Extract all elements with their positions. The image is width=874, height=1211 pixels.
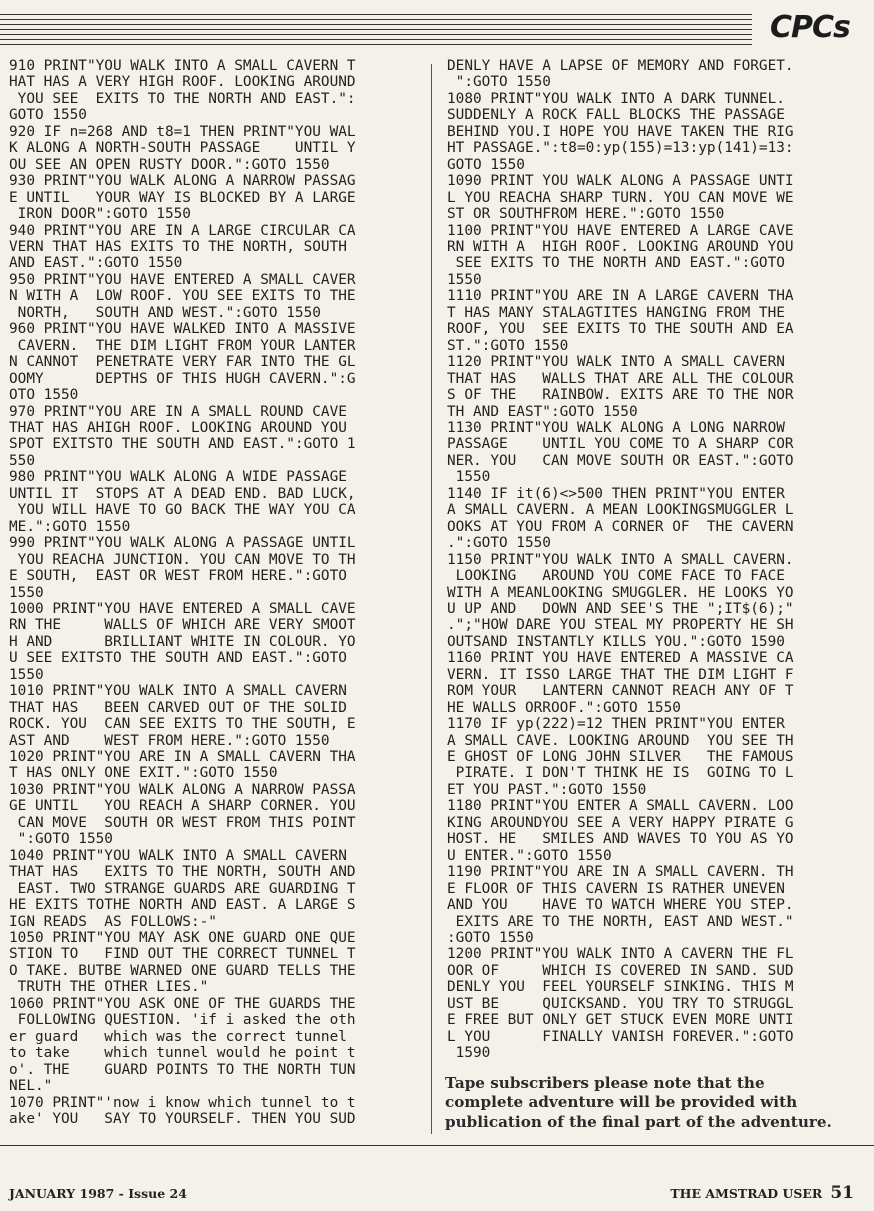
- listing-line: TH AND EAST":GOTO 1550: [447, 403, 638, 420]
- listing-line: UST BE QUICKSAND. YOU TRY TO STRUGGL: [447, 995, 794, 1012]
- listing-line: 1140 IF it(6)<>500 THEN PRINT"YOU ENTER: [447, 485, 785, 502]
- listing-line: 1550: [9, 666, 44, 683]
- listing-line: 1170 IF yp(222)=12 THEN PRINT"YOU ENTER: [447, 716, 785, 733]
- listing-line: TRUTH THE OTHER LIES.": [9, 979, 209, 996]
- listing-line: ET YOU PAST.":GOTO 1550: [447, 781, 647, 798]
- listing-line: N WITH A LOW ROOF. YOU SEE EXITS TO THE: [9, 288, 356, 305]
- listing-line: 1550: [9, 584, 44, 601]
- listing-line: to take which tunnel would he point t: [9, 1045, 356, 1062]
- listing-line: 1550: [447, 469, 491, 486]
- listing-line: .";"HOW DARE YOU STEAL MY PROPERTY HE SH: [447, 617, 794, 634]
- listing-line: ST OR SOUTHFROM HERE.":GOTO 1550: [447, 206, 725, 223]
- listing-line: E GHOST OF LONG JOHN SILVER THE FAMOUS: [447, 749, 794, 766]
- listing-line: OOKS AT YOU FROM A CORNER OF THE CAVERN: [447, 518, 794, 535]
- page-number: 51: [830, 1183, 854, 1203]
- listing-line: 550: [9, 452, 35, 469]
- listing-line: 990 PRINT"YOU WALK ALONG A PASSAGE UNTIL: [9, 535, 356, 552]
- listing-line: 1050 PRINT"YOU MAY ASK ONE GUARD ONE QUE: [9, 930, 356, 947]
- listing-line: WITH A MEANLOOKING SMUGGLER. HE LOOKS YO: [447, 584, 794, 601]
- listing-left-column: [9, 58, 422, 1127]
- listing-line: 1040 PRINT"YOU WALK INTO A SMALL CAVERN: [9, 847, 347, 864]
- listing-line: PASSAGE UNTIL YOU COME TO A SHARP COR: [447, 436, 794, 453]
- listing-line: 970 PRINT"YOU ARE IN A SMALL ROUND CAVE: [9, 403, 347, 420]
- listing-line: EXITS ARE TO THE NORTH, EAST AND WEST.": [447, 913, 794, 930]
- listing-line: AST AND WEST FROM HERE.":GOTO 1550: [9, 732, 330, 749]
- listing-line: ":GOTO 1550: [447, 74, 551, 91]
- listing-line: FOLLOWING QUESTION. 'if i asked the oth: [9, 1012, 356, 1029]
- listing-line: 1110 PRINT"YOU ARE IN A LARGE CAVERN THA: [447, 288, 794, 305]
- listing-line: 1010 PRINT"YOU WALK INTO A SMALL CAVERN: [9, 683, 347, 700]
- column-divider: [431, 64, 432, 1134]
- footer-right: [670, 1183, 854, 1203]
- listing-line: HT PASSAGE.":t8=0:yp(155)=13:yp(141)=13:: [447, 140, 794, 157]
- listing-line: OOMY DEPTHS OF THIS HUGH CAVERN.":G: [9, 370, 356, 387]
- listing-line: GE UNTIL YOU REACH A SHARP CORNER. YOU: [9, 798, 356, 815]
- listing-line: HE EXITS TOTHE NORTH AND EAST. A LARGE S: [9, 897, 356, 914]
- listing-line: A SMALL CAVE. LOOKING AROUND YOU SEE TH: [447, 732, 794, 749]
- listing-right-column: [447, 58, 847, 1062]
- listing-line: CAVERN. THE DIM LIGHT FROM YOUR LANTER: [9, 337, 356, 354]
- listing-line: S OF THE RAINBOW. EXITS ARE TO THE NOR: [447, 387, 794, 404]
- listing-line: IRON DOOR":GOTO 1550: [9, 206, 191, 223]
- section-tag: CPCs: [770, 10, 850, 45]
- listing-line: A SMALL CAVERN. A MEAN LOOKINGSMUGGLER L: [447, 502, 794, 519]
- listing-line: ST.":GOTO 1550: [447, 337, 569, 354]
- listing-line: U ENTER.":GOTO 1550: [447, 847, 612, 864]
- listing-line: O TAKE. BUTBE WARNED ONE GUARD TELLS THE: [9, 962, 356, 979]
- listing-line: SPOT EXITSTO THE SOUTH AND EAST.":GOTO 1: [9, 436, 356, 453]
- listing-line: 1130 PRINT"YOU WALK ALONG A LONG NARROW: [447, 419, 785, 436]
- listing-line: VERN. IT ISSO LARGE THAT THE DIM LIGHT F: [447, 666, 794, 683]
- listing-line: N CANNOT PENETRATE VERY FAR INTO THE GL: [9, 354, 356, 371]
- listing-line: VERN THAT HAS EXITS TO THE NORTH, SOUTH: [9, 238, 347, 255]
- listing-line: AND EAST.":GOTO 1550: [9, 255, 183, 272]
- listing-line: KING AROUNDYOU SEE A VERY HAPPY PIRATE G: [447, 814, 794, 831]
- listing-line: U SEE EXITSTO THE SOUTH AND EAST.":GOTO: [9, 650, 347, 667]
- listing-line: HE WALLS ORROOF.":GOTO 1550: [447, 699, 681, 716]
- listing-line: STION TO FIND OUT THE CORRECT TUNNEL T: [9, 946, 356, 963]
- listing-line: PIRATE. I DON'T THINK HE IS GOING TO L: [447, 765, 794, 782]
- listing-line: 1100 PRINT"YOU HAVE ENTERED A LARGE CAVE: [447, 222, 794, 239]
- listing-line: RN THE WALLS OF WHICH ARE VERY SMOOT: [9, 617, 356, 634]
- listing-line: UNTIL IT STOPS AT A DEAD END. BAD LUCK,: [9, 485, 356, 502]
- listing-line: E FLOOR OF THIS CAVERN IS RATHER UNEVEN: [447, 880, 785, 897]
- listing-line: DENLY YOU FEEL YOURSELF SINKING. THIS M: [447, 979, 794, 996]
- listing-line: THAT HAS BEEN CARVED OUT OF THE SOLID: [9, 699, 347, 716]
- header-rules: [0, 14, 752, 46]
- listing-line: :GOTO 1550: [447, 930, 534, 947]
- listing-line: .":GOTO 1550: [447, 535, 551, 552]
- listing-line: er guard which was the correct tunnel: [9, 1028, 347, 1045]
- listing-line: 940 PRINT"YOU ARE IN A LARGE CIRCULAR CA: [9, 222, 356, 239]
- listing-line: 1120 PRINT"YOU WALK INTO A SMALL CAVERN: [447, 354, 785, 371]
- listing-line: ME.":GOTO 1550: [9, 518, 131, 535]
- listing-line: 980 PRINT"YOU WALK ALONG A WIDE PASSAGE: [9, 469, 347, 486]
- listing-line: NORTH, SOUTH AND WEST.":GOTO 1550: [9, 304, 321, 321]
- listing-line: THAT HAS AHIGH ROOF. LOOKING AROUND YOU: [9, 419, 347, 436]
- listing-line: NER. YOU CAN MOVE SOUTH OR EAST.":GOTO: [447, 452, 794, 469]
- listing-line: 1020 PRINT"YOU ARE IN A SMALL CAVERN THA: [9, 749, 356, 766]
- listing-line: OUTSAND INSTANTLY KILLS YOU.":GOTO 1590: [447, 633, 785, 650]
- listing-line: 1090 PRINT YOU WALK ALONG A PASSAGE UNTI: [447, 173, 794, 190]
- listing-line: IGN READS AS FOLLOWS:-": [9, 913, 217, 930]
- tape-subscriber-note: Tape subscribers please note that the complete adventure will be provided with publication of the final part of the adventure.: [445, 1074, 832, 1131]
- listing-line: GOTO 1550: [447, 156, 525, 173]
- listing-line: 920 IF n=268 AND t8=1 THEN PRINT"YOU WAL: [9, 123, 356, 140]
- listing-line: NEL.": [9, 1078, 53, 1095]
- listing-line: YOU SEE EXITS TO THE NORTH AND EAST.":: [9, 90, 356, 107]
- listing-line: K ALONG A NORTH-SOUTH PASSAGE UNTIL Y: [9, 140, 356, 157]
- listing-line: E SOUTH, EAST OR WEST FROM HERE.":GOTO: [9, 568, 347, 585]
- listing-line: EAST. TWO STRANGE GUARDS ARE GUARDING T: [9, 880, 356, 897]
- footer-rule: [0, 1145, 874, 1146]
- listing-line: 1160 PRINT YOU HAVE ENTERED A MASSIVE CA: [447, 650, 794, 667]
- listing-line: ":GOTO 1550: [9, 831, 113, 848]
- listing-line: 1080 PRINT"YOU WALK INTO A DARK TUNNEL.: [447, 90, 785, 107]
- listing-line: HOST. HE SMILES AND WAVES TO YOU AS YO: [447, 831, 794, 848]
- listing-line: THAT HAS WALLS THAT ARE ALL THE COLOUR: [447, 370, 794, 387]
- listing-line: GOTO 1550: [9, 107, 87, 124]
- listing-line: E UNTIL YOUR WAY IS BLOCKED BY A LARGE: [9, 189, 356, 206]
- listing-line: T HAS ONLY ONE EXIT.":GOTO 1550: [9, 765, 278, 782]
- listing-line: 930 PRINT"YOU WALK ALONG A NARROW PASSAG: [9, 173, 356, 190]
- listing-line: YOU WILL HAVE TO GO BACK THE WAY YOU CA: [9, 502, 356, 519]
- listing-line: YOU REACHA JUNCTION. YOU CAN MOVE TO TH: [9, 551, 356, 568]
- listing-line: 960 PRINT"YOU HAVE WALKED INTO A MASSIVE: [9, 321, 356, 338]
- listing-line: 1150 PRINT"YOU WALK INTO A SMALL CAVERN.: [447, 551, 794, 568]
- listing-line: HAT HAS A VERY HIGH ROOF. LOOKING AROUND: [9, 74, 356, 91]
- listing-line: OOR OF WHICH IS COVERED IN SAND. SUD: [447, 962, 794, 979]
- listing-line: ROM YOUR LANTERN CANNOT REACH ANY OF T: [447, 683, 794, 700]
- listing-line: o'. THE GUARD POINTS TO THE NORTH TUN: [9, 1061, 356, 1078]
- listing-line: CAN MOVE SOUTH OR WEST FROM THIS POINT: [9, 814, 356, 831]
- listing-line: 1190 PRINT"YOU ARE IN A SMALL CAVERN. TH: [447, 864, 794, 881]
- listing-line: E FREE BUT ONLY GET STUCK EVEN MORE UNTI: [447, 1012, 794, 1029]
- listing-line: SEE EXITS TO THE NORTH AND EAST.":GOTO: [447, 255, 785, 272]
- listing-line: 950 PRINT"YOU HAVE ENTERED A SMALL CAVER: [9, 271, 356, 288]
- listing-line: THAT HAS EXITS TO THE NORTH, SOUTH AND: [9, 864, 356, 881]
- issue-date: JANUARY 1987 - Issue 24: [9, 1186, 187, 1201]
- listing-line: AND YOU HAVE TO WATCH WHERE YOU STEP.: [447, 897, 794, 914]
- listing-line: 1000 PRINT"YOU HAVE ENTERED A SMALL CAVE: [9, 600, 356, 617]
- listing-line: SUDDENLY A ROCK FALL BLOCKS THE PASSAGE: [447, 107, 785, 124]
- listing-line: ROCK. YOU CAN SEE EXITS TO THE SOUTH, E: [9, 716, 356, 733]
- listing-line: OTO 1550: [9, 387, 79, 404]
- listing-line: ROOF, YOU SEE EXITS TO THE SOUTH AND EA: [447, 321, 794, 338]
- listing-line: L YOU REACHA SHARP TURN. YOU CAN MOVE WE: [447, 189, 794, 206]
- listing-line: OU SEE AN OPEN RUSTY DOOR.":GOTO 1550: [9, 156, 330, 173]
- listing-line: 910 PRINT"YOU WALK INTO A SMALL CAVERN T: [9, 58, 356, 74]
- listing-line: T HAS MANY STALAGTITES HANGING FROM THE: [447, 304, 785, 321]
- listing-line: 1070 PRINT"'now i know which tunnel to t: [9, 1094, 356, 1111]
- listing-line: 1180 PRINT"YOU ENTER A SMALL CAVERN. LOO: [447, 798, 794, 815]
- listing-line: H AND BRILLIANT WHITE IN COLOUR. YO: [9, 633, 356, 650]
- listing-line: 1200 PRINT"YOU WALK INTO A CAVERN THE FL: [447, 946, 794, 963]
- listing-line: 1590: [447, 1045, 491, 1062]
- listing-line: L YOU FINALLY VANISH FOREVER.":GOTO: [447, 1028, 794, 1045]
- listing-line: BEHIND YOU.I HOPE YOU HAVE TAKEN THE RIG: [447, 123, 794, 140]
- listing-line: LOOKING AROUND YOU COME FACE TO FACE: [447, 568, 785, 585]
- listing-line: DENLY HAVE A LAPSE OF MEMORY AND FORGET.: [447, 58, 794, 74]
- listing-line: 1060 PRINT"YOU ASK ONE OF THE GUARDS THE: [9, 995, 356, 1012]
- magazine-name: THE AMSTRAD USER: [670, 1186, 823, 1201]
- listing-line: U UP AND DOWN AND SEE'S THE ";IT$(6);": [447, 600, 794, 617]
- listing-line: ake' YOU SAY TO YOURSELF. THEN YOU SUD: [9, 1111, 356, 1127]
- listing-line: 1550: [447, 271, 482, 288]
- listing-line: 1030 PRINT"YOU WALK ALONG A NARROW PASSA: [9, 781, 356, 798]
- listing-line: RN WITH A HIGH ROOF. LOOKING AROUND YOU: [447, 238, 794, 255]
